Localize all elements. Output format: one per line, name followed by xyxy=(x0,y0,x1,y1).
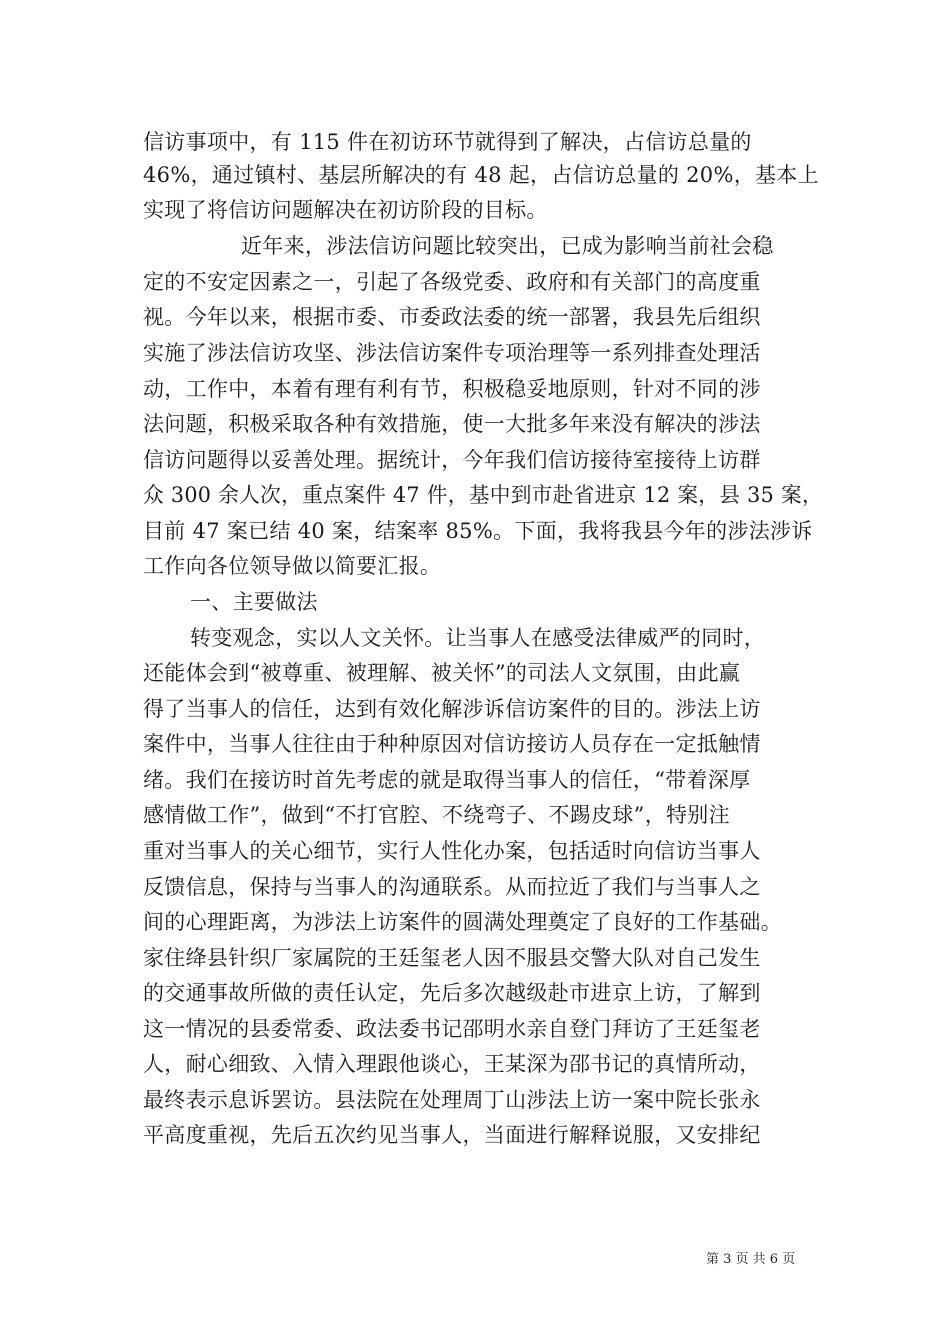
text-line: 人，耐心细致、入情入理跟他谈心，王某深为邵书记的真情所动， xyxy=(143,1052,761,1076)
text-line: 46%，通过镇村、基层所解决的有 48 起，占信访总量的 20%，基本上 xyxy=(143,163,819,187)
text-line: 实施了涉法信访攻坚、涉法信访案件专项治理等一系列排查处理活 xyxy=(143,341,761,365)
text-line: 家住绛县针织厂家属院的王廷玺老人因不服县交警大队对自己发生 xyxy=(143,946,761,970)
text-line: 众 300 余人次，重点案件 47 件，基中到市赴省进京 12 案，县 35 案， xyxy=(143,483,823,507)
section-heading: 一、主要做法 xyxy=(190,590,318,614)
text-line: 动，工作中，本着有理有利有节，积极稳妥地原则，针对不同的涉 xyxy=(143,377,761,401)
text-line: 工作向各位领导做以简要汇报。 xyxy=(143,554,442,578)
text-line: 实现了将信访问题解决在初访阶段的目标。 xyxy=(143,198,548,222)
text-line: 案件中，当事人往往由于种种原因对信访接访人员存在一定抵触情 xyxy=(143,732,761,756)
text-line: 目前 47 案已结 40 案，结案率 85%。下面，我将我县今年的涉法涉诉 xyxy=(143,519,813,543)
text-line: 转变观念，实以人文关怀。让当事人在感受法律威严的同时， xyxy=(190,626,766,650)
text-line: 最终表示息诉罢访。县法院在处理周丁山涉法上访一案中院长张永 xyxy=(143,1088,761,1112)
text-line: 定的不安定因素之一，引起了各级党委、政府和有关部门的高度重 xyxy=(143,270,761,294)
text-line: 绪。我们在接访时首先考虑的就是取得当事人的信任，“带着深厚 xyxy=(143,768,751,792)
text-line: 法问题，积极采取各种有效措施，使一大批多年来没有解决的涉法 xyxy=(143,412,761,436)
text-line: 平高度重视，先后五次约见当事人，当面进行解释说服，又安排纪 xyxy=(143,1123,761,1147)
text-line: 反馈信息，保持与当事人的沟通联系。从而拉近了我们与当事人之 xyxy=(143,875,761,899)
text-line: 得了当事人的信任，达到有效化解涉诉信访案件的目的。涉法上访 xyxy=(143,697,761,721)
text-line: 信访事项中，有 115 件在初访环节就得到了解决，占信访总量的 xyxy=(143,130,752,154)
text-line: 信访问题得以妥善处理。据统计，今年我们信访接待室接待上访群 xyxy=(143,448,761,472)
text-line: 间的心理距离，为涉法上访案件的圆满处理奠定了良好的工作基础。 xyxy=(143,910,782,934)
text-line: 近年来，涉法信访问题比较突出，已成为影响当前社会稳 xyxy=(241,234,774,258)
text-line: 视。今年以来，根据市委、市委政法委的统一部署，我县先后组织 xyxy=(143,305,761,329)
text-line: 还能体会到“被尊重、被理解、被关怀”的司法人文氛围，由此赢 xyxy=(143,661,741,685)
text-line: 的交通事故所做的责任认定，先后多次越级赴市进京上访，了解到 xyxy=(143,981,761,1005)
text-line: 重对当事人的关心细节，实行人性化办案，包括适时向信访当事人 xyxy=(143,839,761,863)
page-number: 第 3 页 共 6 页 xyxy=(706,1252,796,1267)
text-line: 这一情况的县委常委、政法委书记邵明水亲自登门拜访了王廷玺老 xyxy=(143,1017,761,1041)
text-line: 感情做工作”，做到“不打官腔、不绕弯子、不踢皮球”，特别注 xyxy=(143,803,730,827)
